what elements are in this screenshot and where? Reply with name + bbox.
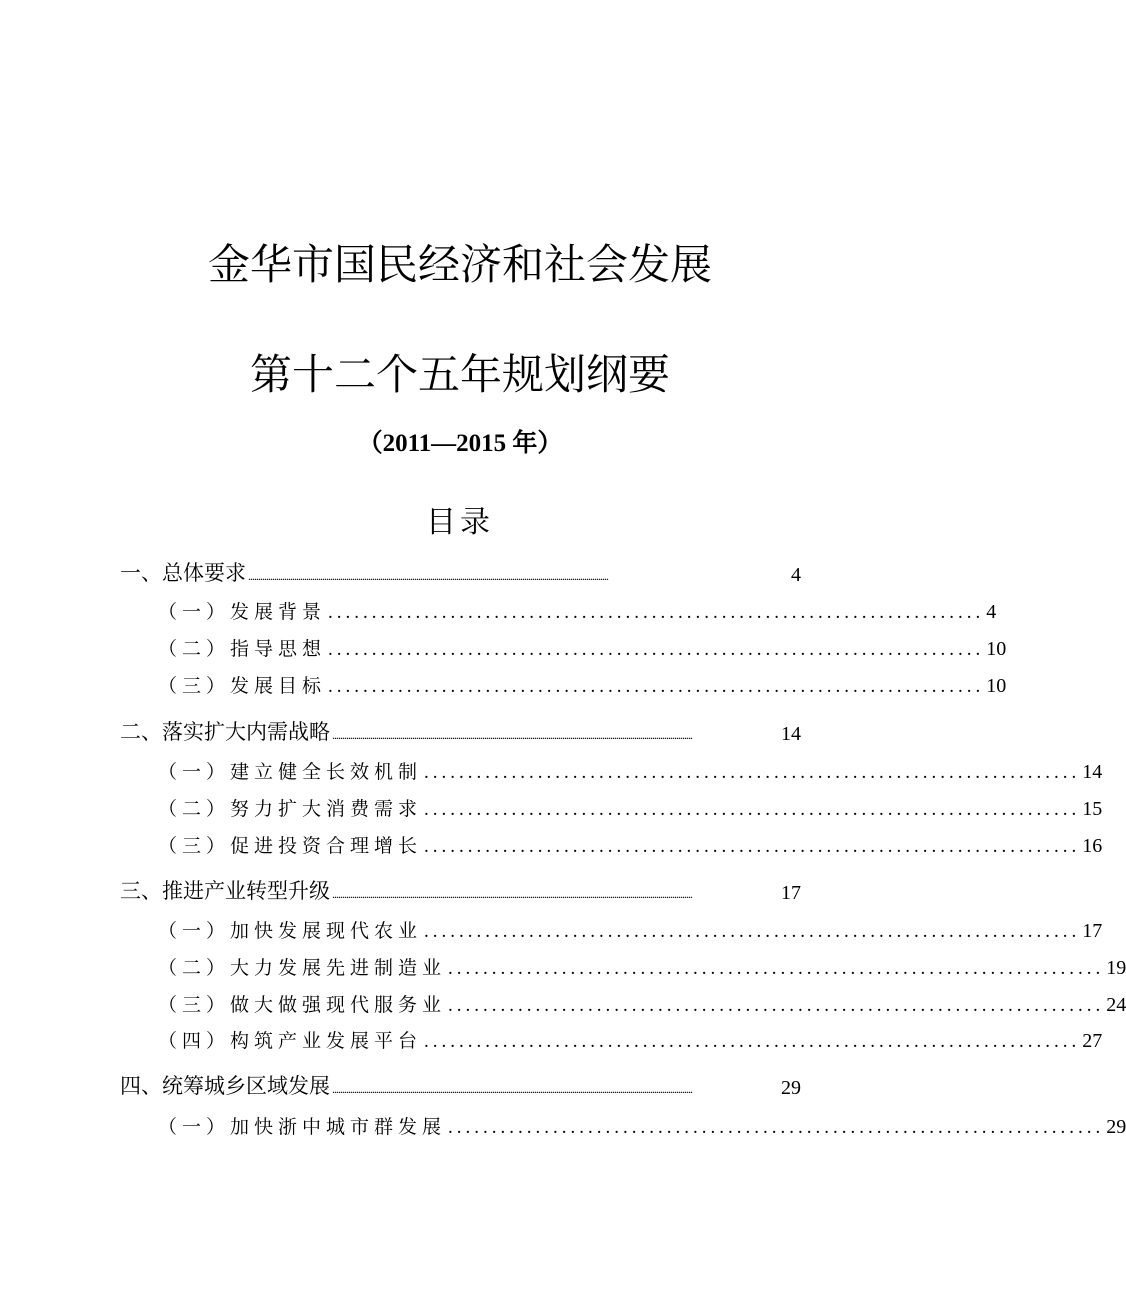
toc-page-number: 17 <box>1082 920 1103 942</box>
toc-page-number: 14 <box>781 723 801 745</box>
toc-entry-1-1[interactable] <box>158 594 997 624</box>
toc-leader-dots: ........................................................................... <box>328 676 985 697</box>
toc-entry-3-2[interactable] <box>158 950 1126 980</box>
toc-entry-4[interactable] <box>120 1070 801 1100</box>
toc-page-number: 4 <box>791 564 801 586</box>
toc-page-number: 17 <box>781 882 801 904</box>
toc-leader-dots: ........................................................................... <box>448 995 1105 1016</box>
toc-page-number: 4 <box>986 601 997 623</box>
toc-leader-dots: ........................................................................... <box>424 762 1081 783</box>
toc-entry-label: （一）加快浙中城市群发展 <box>158 1116 447 1138</box>
toc-page-number: 15 <box>1082 798 1103 820</box>
document-title-line-2: 第十二个五年规划纲要 <box>249 350 670 399</box>
toc-leader-dots: ........................................................................... <box>328 639 985 660</box>
toc-leader-dots: .................................................................................................................................................................................... <box>332 728 692 742</box>
toc-leader-dots: ........................................................................... <box>448 958 1105 979</box>
toc-leader-dots: .................................................................................................................................................................................... <box>248 569 608 583</box>
document-subtitle: （2011—2015 年） <box>357 430 563 457</box>
toc-entry-2-1[interactable] <box>158 754 1103 784</box>
toc-leader-dots: ........................................................................... <box>424 921 1081 942</box>
toc-page-number: 29 <box>1106 1116 1126 1138</box>
toc-page-number: 10 <box>986 675 1007 697</box>
toc-entry-label: 二、落实扩大内需战略 <box>120 720 330 744</box>
toc-entry-label: （二）大力发展先进制造业 <box>158 957 447 979</box>
toc-page-number: 16 <box>1082 835 1103 857</box>
toc-entry-1-2[interactable] <box>158 631 1007 661</box>
document-title-line-1: 金华市国民经济和社会发展 <box>207 240 712 289</box>
toc-entry-label: 四、统筹城乡区域发展 <box>120 1074 330 1098</box>
toc-entry-2-3[interactable] <box>158 828 1103 858</box>
toc-entry-label: （二）努力扩大消费需求 <box>158 798 423 820</box>
toc-entry-3-1[interactable] <box>158 913 1103 943</box>
toc-entry-label: （三）发展目标 <box>158 675 327 697</box>
toc-page-number: 19 <box>1106 957 1126 979</box>
toc-entry-label: （一）发展背景 <box>158 601 327 623</box>
toc-leader-dots: ........................................................................... <box>424 1031 1081 1052</box>
toc-entry-1[interactable] <box>120 557 801 587</box>
toc-entry-label: 一、总体要求 <box>120 561 246 585</box>
toc-leader-dots: ........................................................................... <box>424 799 1081 820</box>
toc-entry-2-2[interactable] <box>158 791 1103 821</box>
toc-page-number: 14 <box>1082 761 1103 783</box>
toc-heading: 目录 <box>426 505 494 540</box>
toc-page-number: 27 <box>1082 1030 1103 1052</box>
toc-entry-3-4[interactable] <box>158 1023 1103 1053</box>
toc-leader-dots: .................................................................................................................................................................................... <box>332 887 692 901</box>
toc-entry-label: （一）加快发展现代农业 <box>158 920 423 942</box>
toc-entry-2[interactable] <box>120 716 801 746</box>
toc-entry-label: （二）指导思想 <box>158 638 327 660</box>
toc-leader-dots: .................................................................................................................................................................................... <box>332 1082 692 1096</box>
toc-entry-3-3[interactable] <box>158 987 1126 1017</box>
toc-page-number: 29 <box>781 1077 801 1099</box>
toc-leader-dots: ........................................................................... <box>328 602 985 623</box>
toc-page-number: 10 <box>986 638 1007 660</box>
toc-entry-label: 三、推进产业转型升级 <box>120 879 330 903</box>
toc-entry-4-1[interactable] <box>158 1109 1126 1139</box>
toc-entry-label: （一）建立健全长效机制 <box>158 761 423 783</box>
toc-page-number: 24 <box>1106 994 1126 1016</box>
toc-entry-label: （四）构筑产业发展平台 <box>158 1030 423 1052</box>
toc-entry-3[interactable] <box>120 875 801 905</box>
toc-entry-1-3[interactable] <box>158 668 1007 698</box>
toc-entry-label: （三）做大做强现代服务业 <box>158 994 447 1016</box>
toc-entry-label: （三）促进投资合理增长 <box>158 835 423 857</box>
toc-leader-dots: ........................................................................... <box>448 1117 1105 1138</box>
toc-leader-dots: ........................................................................... <box>424 836 1081 857</box>
